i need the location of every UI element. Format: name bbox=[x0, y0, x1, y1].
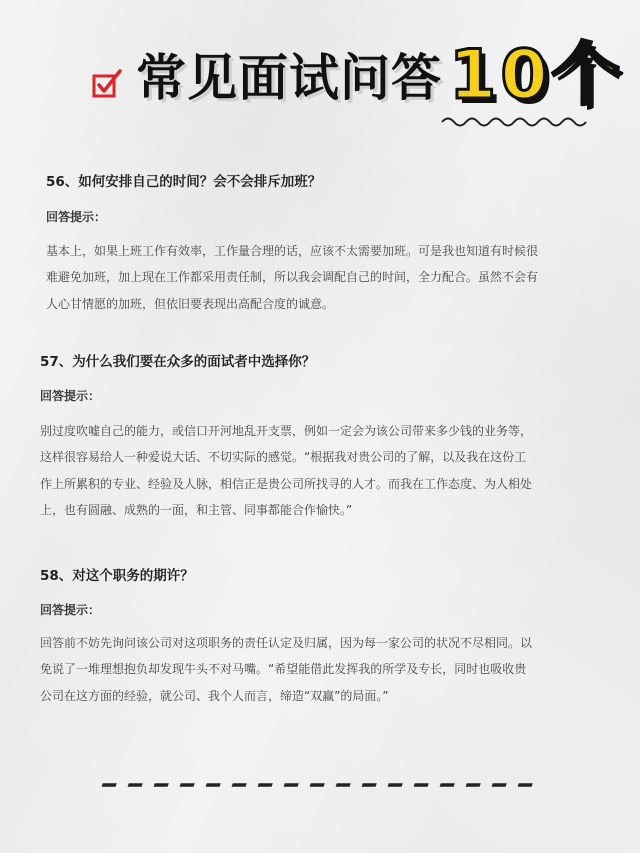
title-accent-count: 10个 bbox=[449, 36, 624, 115]
answer-line: 基本上，如果上班工作有效率，工作量合理的话，应该不太需要加班。可是我也知道有时候很 bbox=[46, 244, 539, 258]
answer-line: 难避免加班，加上现在工作都采用责任制，所以我会调配自己的时间，全力配合。虽然不会有 bbox=[46, 270, 539, 285]
wavy-underline-decoration bbox=[440, 112, 590, 132]
answer-line: 回答前不妨先询问该公司对这项职务的责任认定及归属，因为每一家公司的状况不尽相同。以 bbox=[40, 636, 533, 650]
answer-line: 作上所累积的专业、经验及人脉，相信正是贵公司所找寻的人才。而我在工作态度、为人相处 bbox=[40, 476, 533, 491]
answer-line: 上，也有圆融、成熟的一面，和主管、同事都能合作愉快。” bbox=[40, 502, 353, 517]
qa-section-57 bbox=[40, 352, 610, 523]
answer-line: 这样很容易给人一种爱说大话、不切实际的感觉。“根据我对贵公司的了解，以及我在这份工 bbox=[40, 450, 527, 465]
answer-hint-label: 回答提示： bbox=[46, 210, 107, 224]
page-title: 常见面试问答 bbox=[136, 49, 442, 107]
answer-hint-label: 回答提示： bbox=[40, 389, 101, 403]
answer-line: 人心甘情愿的加班，但依旧要表现出高配合度的诚意。 bbox=[46, 296, 335, 311]
checkbox-checked-icon bbox=[92, 68, 122, 98]
question-56: 56、如何安排自己的时间？会不会排斥加班？ bbox=[46, 174, 322, 190]
qa-section-58 bbox=[40, 566, 610, 709]
dashed-divider-decoration bbox=[100, 780, 540, 790]
answer-line: 公司在这方面的经验，就公司、我个人而言，缔造“双赢”的局面。” bbox=[40, 688, 389, 703]
question-57: 57、为什么我们要在众多的面试者中选择你？ bbox=[40, 354, 316, 370]
answer-hint-label: 回答提示： bbox=[40, 603, 101, 617]
question-58: 58、对这个职务的期许？ bbox=[40, 568, 194, 584]
answer-line: 免说了一堆理想抱负却发现牛头不对马嘴。“希望能借此发挥我的所学及专长，同时也吸收贵 bbox=[40, 662, 527, 677]
qa-section-56 bbox=[46, 172, 606, 317]
answer-line: 别过度吹嘘自己的能力，或信口开河地乱开支票，例如一定会为该公司带来多少钱的业务等， bbox=[40, 424, 533, 438]
